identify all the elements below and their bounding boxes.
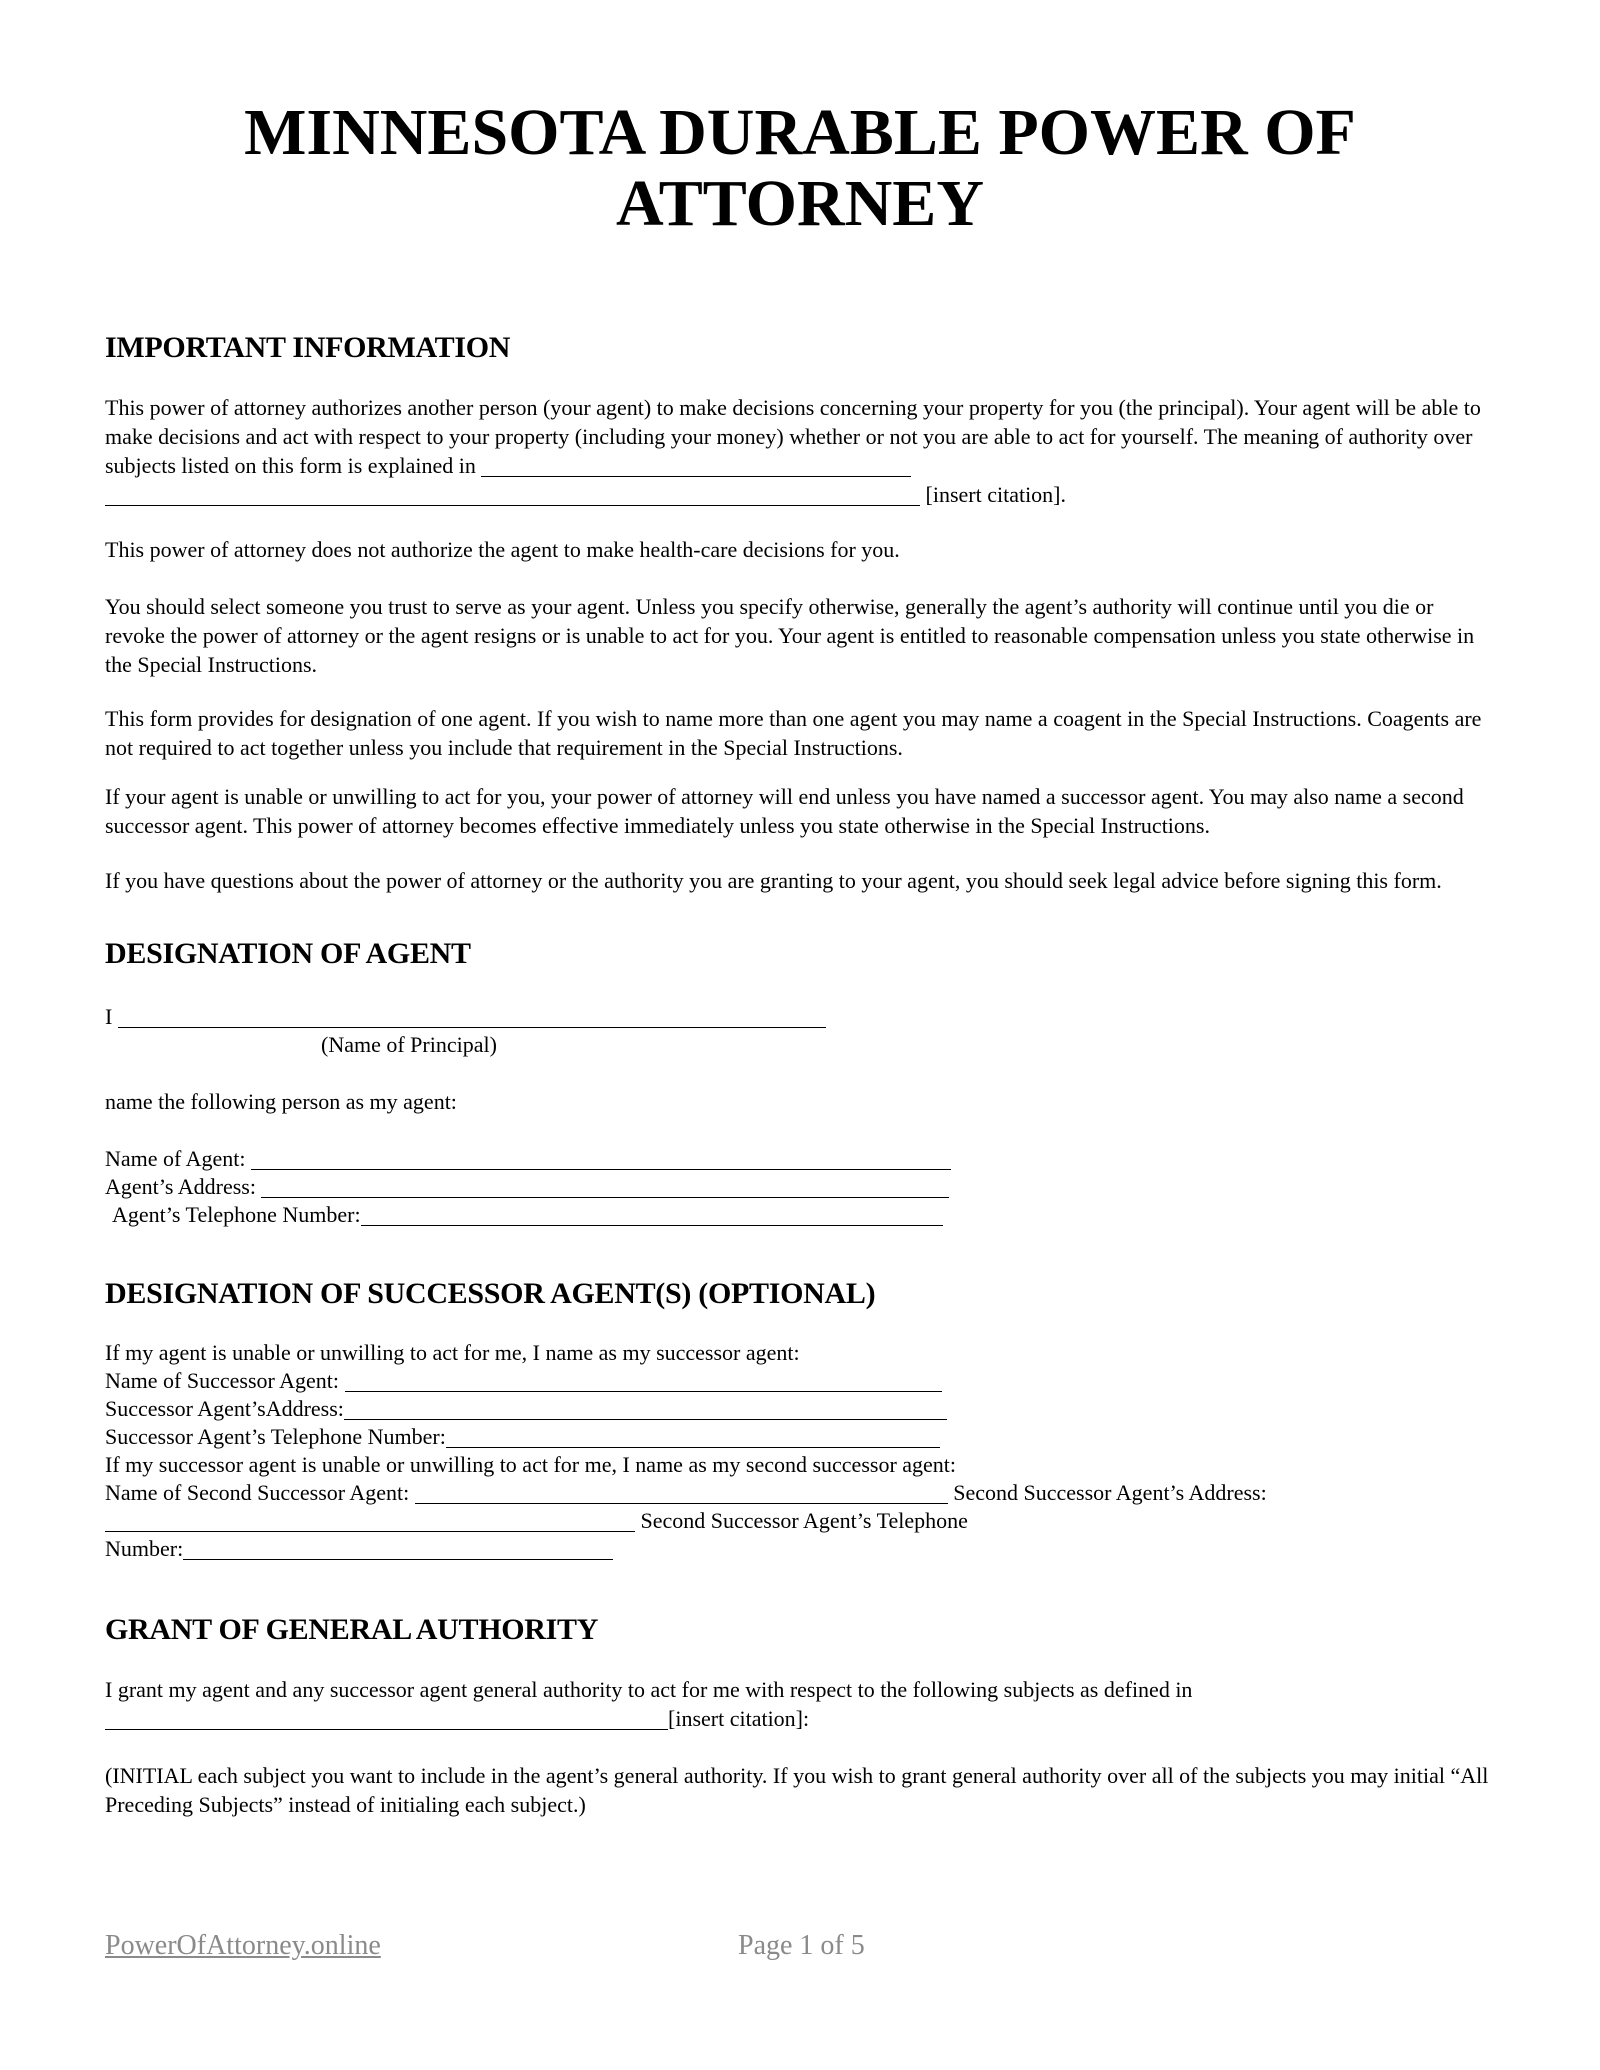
principal-caption: (Name of Principal) [321, 1032, 497, 1058]
agent-phone-label: Agent’s Telephone Number: [112, 1202, 361, 1228]
blank-line [344, 1419, 947, 1420]
successor-phone-line [105, 1423, 1495, 1451]
successor-name-label: Name of Successor Agent: [105, 1368, 339, 1394]
agent-address-label: Agent’s Address: [105, 1174, 256, 1200]
blank-line [183, 1559, 613, 1560]
section-heading-grant-of-authority: GRANT OF GENERAL AUTHORITY [105, 1613, 599, 1647]
agent-name-line [105, 1145, 1495, 1173]
blank-line [105, 1729, 668, 1730]
second-successor-address-label: Second Successor Agent’s Address: [953, 1480, 1267, 1506]
agent-intro-line: name the following person as my agent: [105, 1089, 457, 1115]
successor-name-line [105, 1367, 1495, 1395]
paragraph-important-5: If your agent is unable or unwilling to act for you, your power of attorney will end unless you have named a successor agent. You may also name a second successor agent. This power of attorney becomes effective immediately unless you state otherwise in the Special Instructions. [105, 784, 1464, 839]
blank-line [415, 1503, 948, 1504]
grant-citation-text: [insert citation]: [668, 1706, 810, 1732]
second-successor-phone-label-part2: Number: [105, 1536, 184, 1562]
blank-line [345, 1391, 942, 1392]
paragraph-important-1-text: This power of attorney authorizes another person (your agent) to make decisions concerning your property for you (the principal). Your agent will be able to make decisions and act with respect to your property (including your money) whether or not you are able to act for yourself. The meaning of authority over subjects listed on this form is explained in [105, 395, 1481, 479]
footer-website-link[interactable]: PowerOfAttorney.online [105, 1930, 381, 1961]
paragraph-important-2: This power of attorney does not authorize the agent to make health-care decisions for you. [105, 537, 900, 563]
paragraph-grant-1-text: I grant my agent and any successor agent general authority to act for me with respect to the following subjects as defined in [105, 1677, 1193, 1703]
second-successor-phone-line [105, 1535, 1495, 1563]
paragraph-important-6: If you have questions about the power of attorney or the authority you are granting to your agent, you should seek legal advice before signing this form. [105, 868, 1442, 894]
blank-line [118, 1027, 826, 1028]
paragraph-important-1 [105, 393, 1495, 509]
agent-address-line [105, 1173, 1495, 1201]
blank-line [105, 1531, 635, 1532]
footer-page-indicator: Page 1 of 5 [738, 1930, 865, 1961]
blank-line [481, 476, 911, 477]
paragraph-important-3: You should select someone you trust to serve as your agent. Unless you specify otherwise, generally the agent’s authority will continue until you die or revoke the power of attorney or the agent resigns or is unable to act for you. Your agent is entitled to reasonable compensation unless you state otherwise in the Special Instructions. [105, 594, 1475, 678]
second-successor-phone-label-part1: Second Successor Agent’s Telephone [640, 1508, 968, 1534]
paragraph-grant-initial-instructions: (INITIAL each subject you want to include in the agent’s general authority. If you wish to grant general authority over all of the subjects you may initial “All Preceding Subjects” instead of initialing each subject.) [105, 1763, 1489, 1818]
blank-line [261, 1197, 949, 1198]
section-heading-designation-of-agent: DESIGNATION OF AGENT [105, 937, 471, 971]
successor-address-line [105, 1395, 1495, 1423]
paragraph-grant-1 [105, 1675, 1495, 1733]
agent-name-label: Name of Agent: [105, 1146, 246, 1172]
document-title: MINNESOTA DURABLE POWER OF ATTORNEY [244, 96, 1356, 240]
successor-phone-label: Successor Agent’s Telephone Number: [105, 1424, 446, 1450]
agent-phone-line [105, 1201, 1495, 1229]
second-successor-name-label: Name of Second Successor Agent: [105, 1480, 410, 1506]
blank-line [446, 1447, 940, 1448]
second-successor-name-line [105, 1479, 1495, 1507]
blank-line [105, 505, 920, 506]
successor-intro-line: If my agent is unable or unwilling to act for me, I name as my successor agent: [105, 1340, 800, 1366]
blank-line [361, 1225, 943, 1226]
principal-prefix: I [105, 1004, 113, 1030]
paragraph-important-4: This form provides for designation of one agent. If you wish to name more than one agent you may name a coagent in the Special Instructions. Coagents are not required to act together unless you include that requirement in the Special Instructions. [105, 706, 1482, 761]
insert-citation-text: [insert citation]. [925, 482, 1067, 508]
section-heading-important-information: IMPORTANT INFORMATION [105, 331, 511, 365]
successor-address-label: Successor Agent’sAddress: [105, 1396, 344, 1422]
second-successor-intro-line: If my successor agent is unable or unwilling to act for me, I name as my second successor agent: [105, 1452, 957, 1478]
section-heading-designation-of-successor: DESIGNATION OF SUCCESSOR AGENT(S) (OPTIONAL) [105, 1277, 876, 1311]
principal-name-line [105, 1003, 1495, 1031]
second-successor-address-line [105, 1507, 1495, 1535]
blank-line [251, 1169, 951, 1170]
